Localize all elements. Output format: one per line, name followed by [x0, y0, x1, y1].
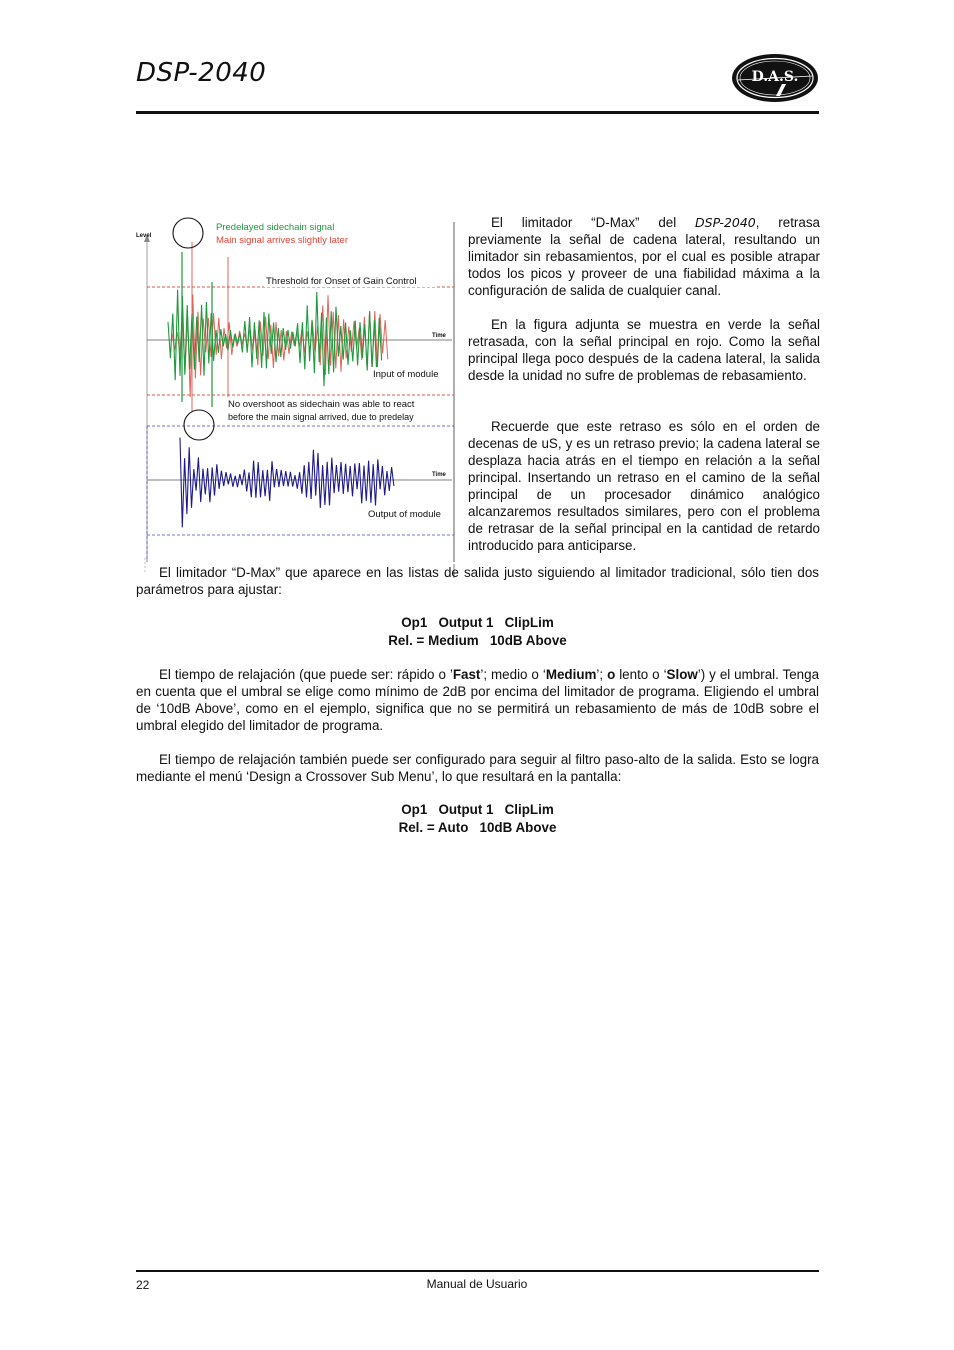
page-number: 22	[136, 1278, 150, 1292]
paragraph-dmax-intro: El limitador “D-Max” del DSP-2040, retrasa previamente la señal de cadena lateral, resultando un limitador sin rebasamientos, por el cual es posible atrapar todos los picos y proveer de una fiabilidad máxima a la configuración de salida de cualquier canal.	[468, 215, 820, 298]
option-slow: Slow	[666, 667, 698, 682]
option-medium: Medium	[545, 667, 597, 682]
paragraph-figure-description: En la figura adjunta se muestra en verde la señal retrasada, con la señal principal en rojo. Como la señal principal llega poco después de la cadena lateral, la salida desde la unidad no sufre de problemas de rebasamiento.	[468, 317, 820, 383]
level-axis-label: Level	[136, 233, 152, 239]
legend-sidechain: Predelayed sidechain signal	[216, 222, 335, 233]
document-title: DSP-2040	[136, 58, 267, 88]
footer-title: Manual de Usuario	[426, 1277, 528, 1291]
legend-main-signal: Main signal arrives slightly later	[216, 235, 348, 246]
paragraph-delay-note: Recuerde que este retraso es sólo en el orden de decenas de uS, y es un retraso previo; la cadena lateral se desplaza hacia atrás en el tiempo en relación a la señal principal. Insertando un retraso en el camino de la señal principal de un procesador dinámico analógico alcanzaremos resultados similares, pero con el problema de retrasar de la señal principal en la cantidad de retardo introducido para anticiparse.	[468, 419, 820, 553]
display-line-2: Rel. = Medium 10dB Above	[388, 632, 567, 648]
output-label: Output of module	[368, 509, 441, 520]
time-axis-label-top: Time	[432, 333, 446, 339]
overshoot-marker-top	[173, 218, 203, 248]
header-rule	[136, 111, 819, 114]
input-label: Input of module	[373, 369, 439, 380]
display-line-1: Op1 Output 1 ClipLim	[401, 615, 554, 630]
display-example-medium	[136, 614, 819, 649]
time-axis-label-bottom: Time	[432, 472, 446, 478]
display-line-1: Op1 Output 1 ClipLim	[401, 802, 554, 817]
product-name: DSP-2040	[695, 215, 756, 230]
wave-blue-path	[180, 438, 394, 528]
das-logo	[730, 52, 820, 104]
paragraph-release-time: El tiempo de relajación (que puede ser: rápido o ’Fast’; medio o ‘Medium’; o lento o ‘Slow’) y el umbral. Tenga en cuenta que el umbral se elige como mínimo de 2dB por encima del limitador de programa. Eligiendo el umbral de ‘10dB Above’, como en el ejemplo, significa que no se permitirá un rebasamiento de más de 10dB sobre el umbral elegido del limitador de programa.	[136, 667, 820, 733]
limiter-diagram	[134, 212, 456, 578]
display-example-auto	[136, 801, 819, 836]
display-line-2: Rel. = Auto 10dB Above	[398, 819, 557, 835]
note-line-1: No overshoot as sidechain was able to react	[228, 399, 415, 410]
paragraph-crossover: El tiempo de relajación también puede ser configurado para seguir al filtro paso-alto de la salida. Esto se logra mediante el menú ‘Design a Crossover Sub Menu’, lo que resultará en la pantalla:	[136, 752, 819, 784]
paragraph-parameters-intro: El limitador “D-Max” que aparece en las listas de salida justo siguiendo al limitador tradicional, sólo tien dos parámetros para ajustar:	[136, 565, 819, 597]
threshold-label: Threshold for Onset of Gain Control	[266, 276, 417, 287]
output-signal-waveform	[180, 438, 394, 528]
overshoot-marker-bottom	[184, 410, 214, 440]
footer-rule	[136, 1270, 819, 1272]
das-logo-text: D.A.S.	[751, 69, 799, 85]
option-fast: Fast	[452, 667, 481, 682]
note-line-2: before the main signal arrived, due to predelay	[228, 412, 414, 422]
